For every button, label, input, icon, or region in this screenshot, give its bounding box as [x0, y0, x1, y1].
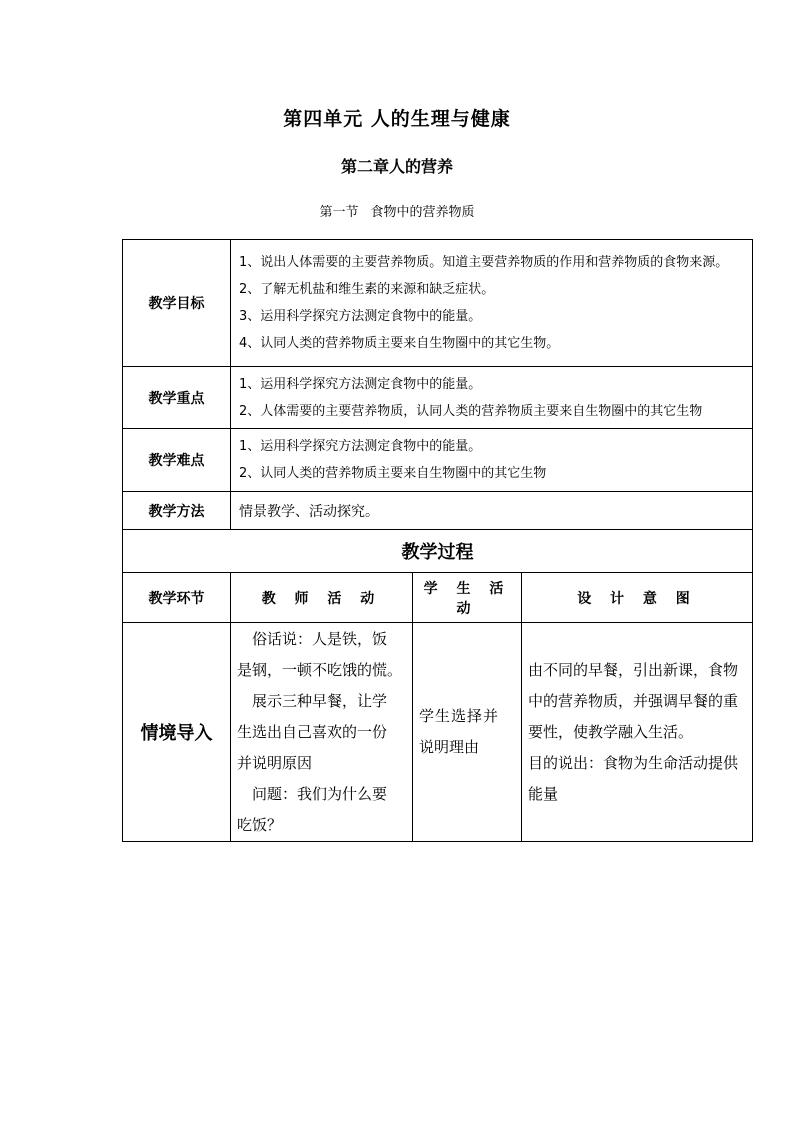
goals-label: 教学目标 — [123, 240, 231, 367]
intent-line: 目的说出：食物为生命活动提供 — [528, 753, 739, 772]
header-stage: 教学环节 — [123, 573, 231, 623]
goals-row — [123, 240, 753, 367]
teacher-line: 展示三种早餐，让学 — [252, 692, 388, 710]
teacher-line: 是钢，一顿不吃饿的慌。 — [237, 661, 403, 679]
student-activity — [413, 623, 522, 842]
teacher-line: 问题：我们为什么要 — [252, 785, 388, 803]
difficulties-content — [231, 429, 753, 492]
key-points-item: 1、运用科学探究方法测定食物中的能量。 — [239, 376, 482, 392]
stage-label: 情境导入 — [123, 623, 231, 842]
header-teacher: 教 师 活 动 — [231, 573, 413, 623]
difficulties-row — [123, 429, 753, 492]
section-name: 食物中的营养物质 — [370, 205, 475, 220]
design-intent — [522, 623, 753, 842]
key-points-label: 教学重点 — [123, 367, 231, 429]
section-number: 第一节 — [319, 205, 359, 220]
process-row — [123, 623, 753, 842]
intent-line: 由不同的早餐，引出新课，食物 — [528, 660, 739, 679]
lesson-plan-table — [122, 239, 753, 842]
intent-line: 能量 — [528, 784, 559, 803]
methods-label: 教学方法 — [123, 492, 231, 530]
student-line: 说明理由 — [419, 738, 480, 756]
page-title: 第四单元 人的生理与健康 — [283, 108, 511, 130]
difficulties-label: 教学难点 — [123, 429, 231, 492]
teacher-line: 俗话说：人是铁，饭 — [252, 630, 388, 648]
teacher-line: 并说明原因 — [237, 754, 313, 772]
goals-item: 4、认同人类的营养物质主要来自生物圈中的其它生物。 — [239, 336, 560, 351]
student-line: 学生选择并 — [419, 707, 500, 725]
teacher-activity — [231, 623, 413, 842]
header-student: 学 生 活 动 — [413, 573, 522, 623]
intent-line: 中的营养物质，并强调早餐的重 — [528, 691, 739, 710]
key-points-content — [231, 367, 753, 429]
goals-item: 3、运用科学探究方法测定食物中的能量。 — [239, 309, 482, 324]
header-intent: 设 计 意 图 — [522, 573, 753, 623]
goals-item: 2、了解无机盐和维生素的来源和缺乏症状。 — [239, 282, 495, 297]
section-title — [0, 201, 794, 220]
chapter-title: 第二章人的营养 — [340, 157, 453, 176]
difficulties-item: 1、运用科学探究方法测定食物中的能量。 — [239, 439, 482, 454]
methods-content: 情景教学、活动探究。 — [231, 492, 753, 530]
goals-content — [231, 240, 753, 367]
teacher-line: 吃饭？ — [237, 816, 283, 834]
key-points-row — [123, 367, 753, 429]
difficulties-item: 2、认同人类的营养物质主要来自生物圈中的其它生物 — [239, 466, 547, 481]
key-points-item: 2、人体需要的主要营养物质，认同人类的营养物质主要来自生物圈中的其它生物 — [239, 403, 703, 419]
intent-line: 要性，使教学融入生活。 — [528, 722, 694, 741]
methods-row — [123, 492, 753, 530]
process-title: 教学过程 — [123, 530, 753, 573]
process-title-row — [123, 530, 753, 573]
process-header-row — [123, 573, 753, 623]
teacher-line: 生选出自己喜欢的一份 — [237, 723, 388, 741]
goals-item: 1、说出人体需要的主要营养物质。知道主要营养物质的作用和营养物质的食物来源。 — [239, 255, 729, 270]
